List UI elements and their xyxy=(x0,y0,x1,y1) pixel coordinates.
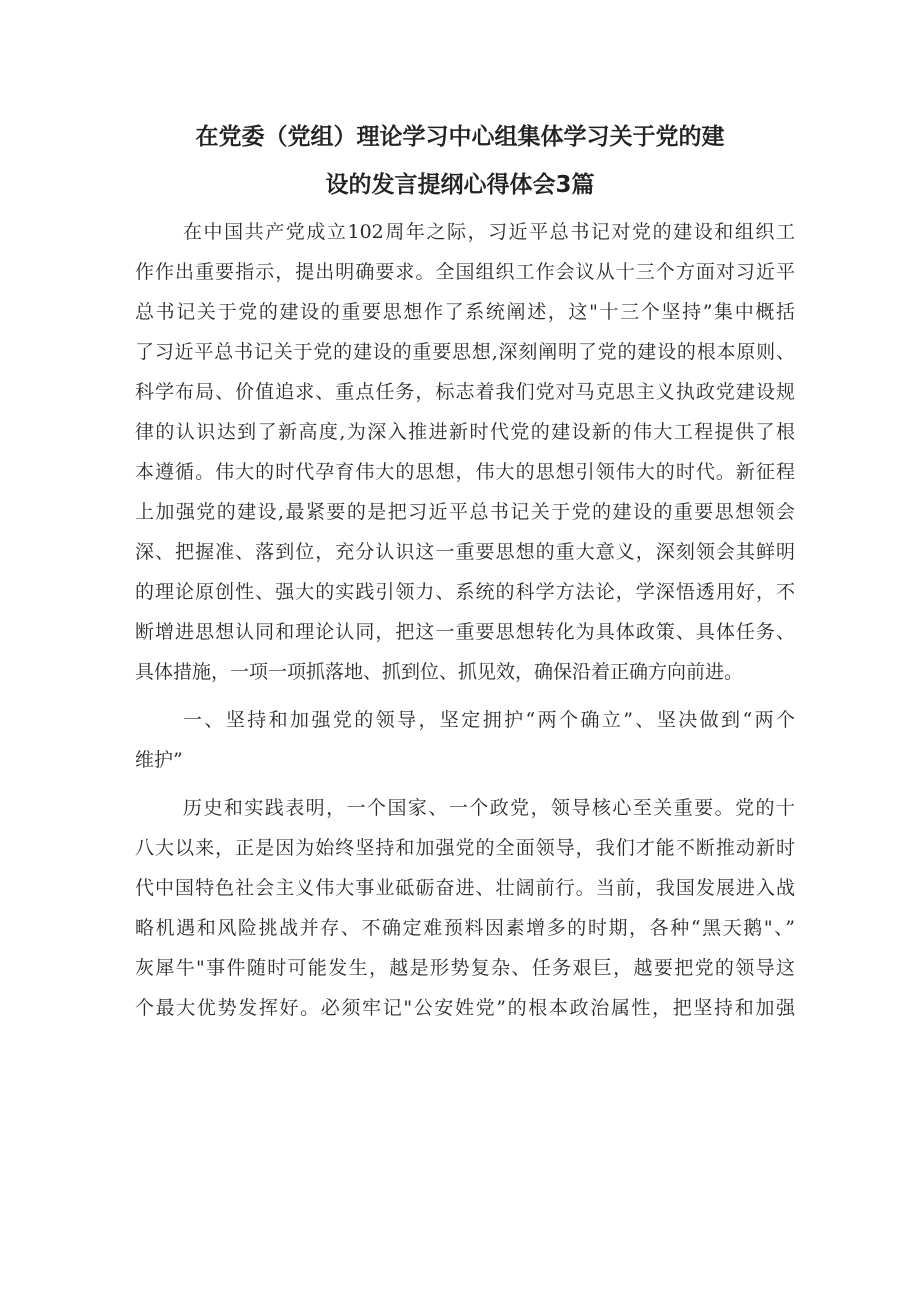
paragraph-gap xyxy=(135,780,795,788)
text-line: 略机遇和风险挑战并存、不确定难预料因素增多的时期，各种“黑天鹅"、” xyxy=(135,917,795,939)
text-line: 深、把握准、落到位，充分认识这一重要思想的重大意义，深刻领会其鲜明 xyxy=(135,541,795,563)
text-line: 律的认识达到了新高度,为深入推进新时代党的建设新的伟大工程提供了根 xyxy=(135,421,795,443)
text-line: 总书记关于党的建设的重要思想作了系统阐述，这"十三个坚持”集中概括 xyxy=(135,301,795,323)
paragraph-history xyxy=(135,788,795,1028)
document-body xyxy=(135,212,795,1028)
text-line: 上加强党的建设,最紧要的是把习近平总书记关于党的建设的重要思想领会 xyxy=(135,501,795,523)
text-line: 了习近平总书记关于党的建设的重要思想,深刻阐明了党的建设的根本原则、 xyxy=(135,341,795,363)
text-line: 个最大优势发挥好。必须牢记"公安姓党”的根本政治属性，把坚持和加强 xyxy=(135,997,795,1019)
document-title-line-2: 设的发言提纲心得体会3篇 xyxy=(325,172,595,198)
text-line: 科学布局、价值追求、重点任务，标志着我们党对马克思主义执政党建设规 xyxy=(135,381,795,403)
document-title-line-1: 在党委（党组）理论学习中心组集体学习关于党的建 xyxy=(195,124,725,150)
text-line: 维护” xyxy=(135,749,183,771)
paragraph-intro xyxy=(135,212,795,692)
text-line: 历史和实践表明，一个国家、一个政党，领导核心至关重要。党的十 xyxy=(183,797,795,819)
text-line: 八大以来，正是因为始终坚持和加强党的全面领导，我们才能不断推动新时 xyxy=(135,837,795,859)
text-line: 代中国特色社会主义伟大事业砥砺奋进、壮阔前行。当前，我国发展进入战 xyxy=(135,877,795,899)
section-heading-1 xyxy=(135,700,795,780)
text-line: 具体措施，一项一项抓落地、抓到位、抓见效，确保沿着正确方向前进。 xyxy=(135,661,744,683)
text-line: 灰犀牛"事件随时可能发生，越是形势复杂、任务艰巨，越要把党的领导这 xyxy=(135,957,795,979)
paragraph-gap xyxy=(135,692,795,700)
text-line: 断增进思想认同和理论认同，把这一重要思想转化为具体政策、具体任务、 xyxy=(135,621,795,643)
text-line: 的理论原创性、强大的实践引领力、系统的科学方法论，学深悟透用好，不 xyxy=(135,581,795,603)
text-line: 一、坚持和加强党的领导，坚定拥护“两个确立”、坚决做到“两个 xyxy=(183,709,795,731)
text-line: 在中国共产党成立102周年之际，习近平总书记对党的建设和组织工 xyxy=(183,221,795,243)
text-line: 本遵循。伟大的时代孕育伟大的思想，伟大的思想引领伟大的时代。新征程 xyxy=(135,461,795,483)
text-line: 作作出重要指示，提出明确要求。全国组织工作会议从十三个方面对习近平 xyxy=(135,261,795,283)
